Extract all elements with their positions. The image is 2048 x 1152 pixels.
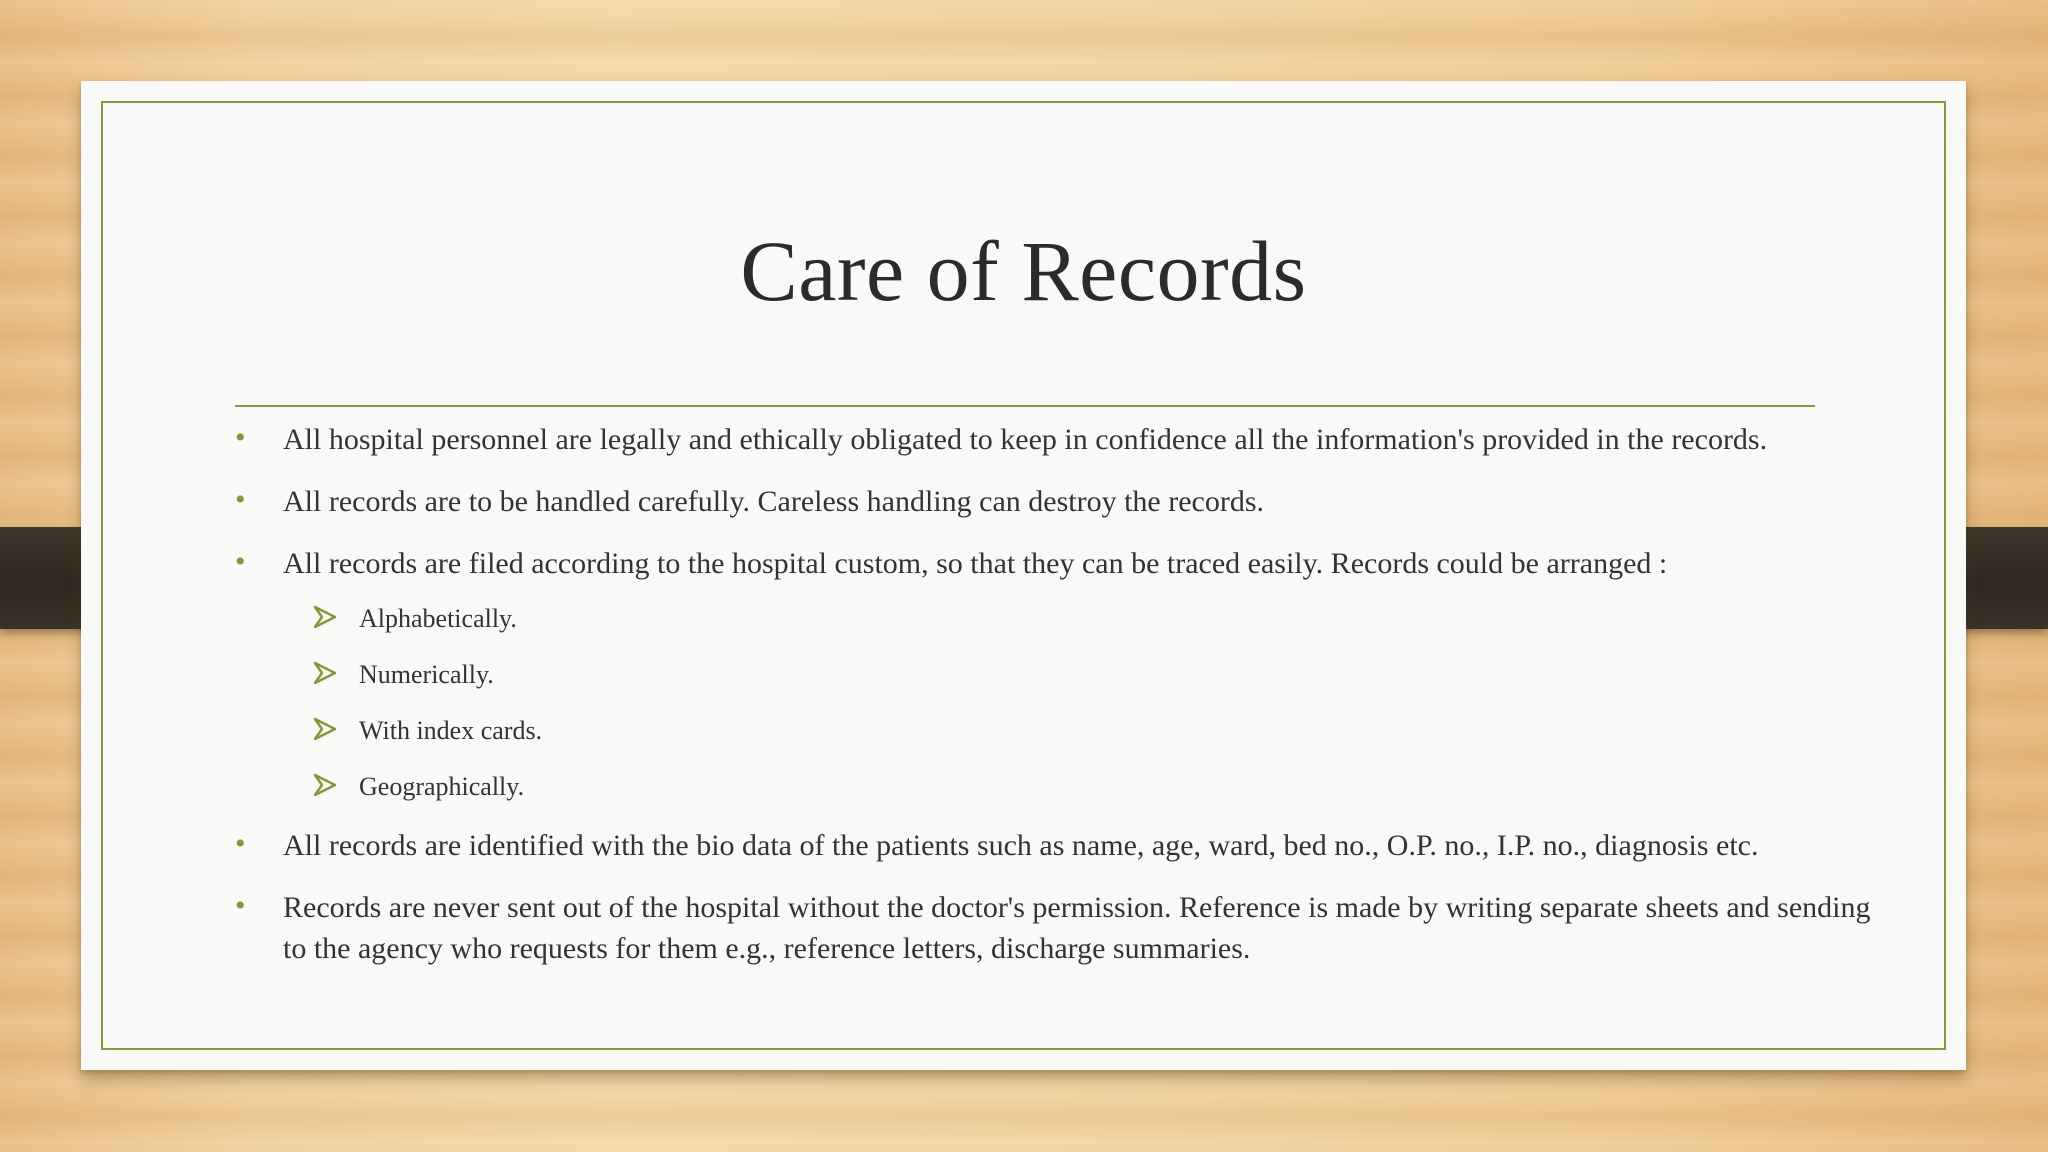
bullet-item <box>235 481 1875 522</box>
sub-bullet-text: Numerically. <box>359 660 494 689</box>
bullet-text: All hospital personnel are legally and ethically obligated to keep in confidence all the information's provided in the records. <box>283 423 1768 456</box>
arrow-bullet-icon <box>313 605 337 629</box>
bullet-item <box>235 543 1875 584</box>
arrow-bullet-icon <box>313 661 337 685</box>
bullet-dot-icon: • <box>235 421 246 454</box>
sub-bullet-list <box>235 601 1875 805</box>
sub-bullet-text: Geographically. <box>359 772 525 801</box>
arrow-bullet-icon <box>313 717 337 741</box>
sub-bullet-text: Alphabetically. <box>359 604 517 633</box>
bullet-dot-icon: • <box>235 889 246 922</box>
title-divider <box>235 405 1815 407</box>
bullet-text: All records are filed according to the hospital custom, so that they can be traced easily. Records could be arranged : <box>283 547 1668 580</box>
bullet-item <box>235 419 1875 460</box>
bullet-dot-icon: • <box>235 545 246 578</box>
slide <box>81 81 1966 1070</box>
sub-bullet-item <box>235 769 1875 805</box>
bullet-item <box>235 825 1875 866</box>
sub-bullet-text: With index cards. <box>359 716 543 745</box>
sub-bullet-item <box>235 713 1875 749</box>
slide-body <box>235 419 1875 990</box>
bullet-item <box>235 887 1875 969</box>
sub-bullet-item <box>235 657 1875 693</box>
sub-bullet-item <box>235 601 1875 637</box>
slide-title: Care of Records <box>740 223 1307 319</box>
bullet-text: All records are to be handled carefully. Careless handling can destroy the records. <box>283 485 1265 518</box>
bullet-text: Records are never sent out of the hospital without the doctor's permission. Reference is made by writing separate sheets and sending to the agency who requests for them e.g., reference letters, discharge summaries. <box>283 891 1871 965</box>
bullet-dot-icon: • <box>235 483 246 516</box>
bullet-dot-icon: • <box>235 827 246 860</box>
arrow-bullet-icon <box>313 773 337 797</box>
bullet-text: All records are identified with the bio data of the patients such as name, age, ward, bed no., O.P. no., I.P. no., diagnosis etc. <box>283 829 1759 862</box>
